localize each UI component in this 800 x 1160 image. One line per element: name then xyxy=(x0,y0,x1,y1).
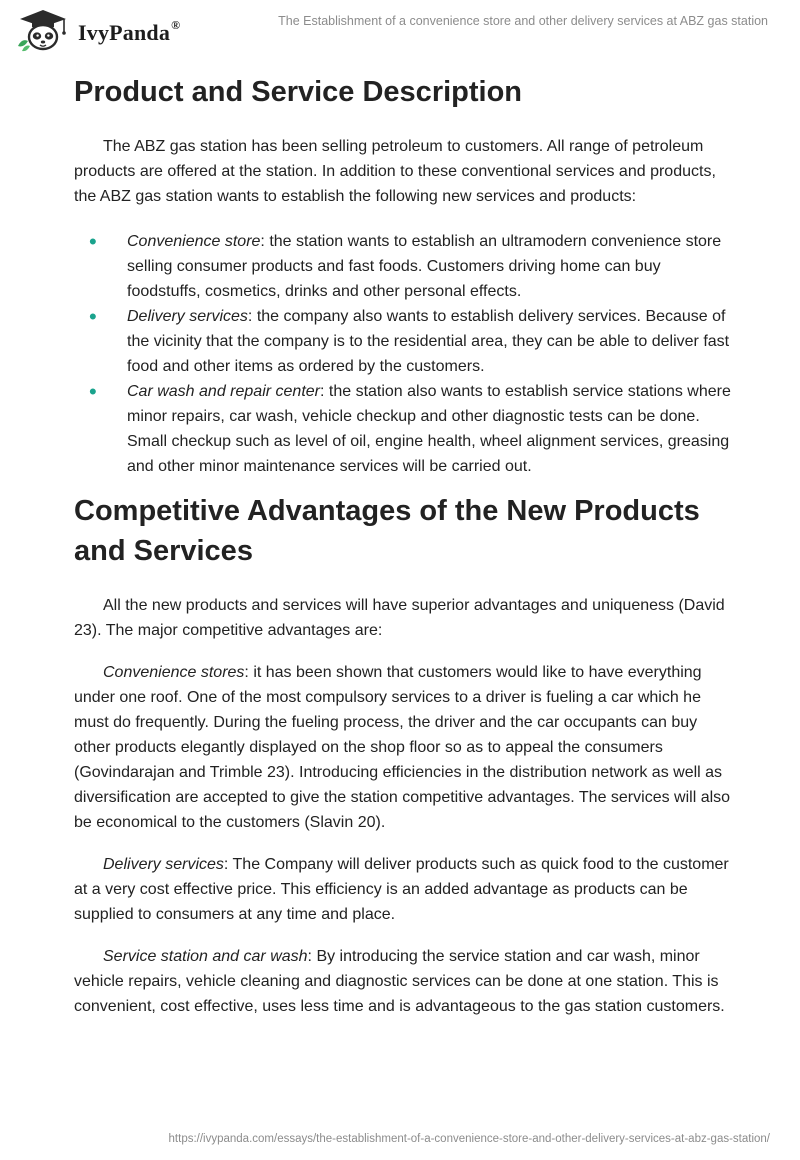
advantages-intro-paragraph: All the new products and services will have superior advantages and uniqueness (David 23). The major competitive advantages are: xyxy=(74,597,725,639)
bullet-dot-icon: • xyxy=(89,229,97,254)
page-header xyxy=(0,0,800,60)
bullet-dot-icon: • xyxy=(89,379,97,404)
ivypanda-logo[interactable] xyxy=(14,8,214,52)
list-item xyxy=(89,379,734,479)
essay-content xyxy=(74,72,734,1019)
paragraph-text: : The Company will deliver products such as quick food to the customer at a very cost effective price. This efficiency is an added advantage as products can be supplied to consumers at any time and place. xyxy=(74,856,729,923)
document-title: The Establishment of a convenience store and other delivery services at ABZ gas station xyxy=(278,14,768,28)
advantage-paragraph-service-station xyxy=(74,944,734,1019)
paragraph-text: : By introducing the service station and car wash, minor vehicle repairs, vehicle cleaning and diagnostic services can be done at one station. This is convenient, cost effective, uses less time and is advantageous to the gas station customers. xyxy=(74,948,725,1015)
product-intro-paragraph: The ABZ gas station has been selling petroleum to customers. All range of petroleum products are offered at the station. In addition to these conventional services and products, the ABZ gas station wants to establish the following new services and products: xyxy=(74,138,716,205)
section-heading-advantages: Competitive Advantages of the New Products and Services xyxy=(74,495,700,567)
paragraph-text: : it has been shown that customers would like to have everything under one roof. One of the most compulsory services to a driver is fueling a car which he must do frequently. During the fueling process, the driver and the car occupants can buy other products elegantly displayed on the shop floor so as to appeal the consumers (Govindarajan and Trimble 23). Introducing efficiencies in the distribution network as well as diversification are accepted to give the station competitive advantages. The services will also be economical to the customers (Slavin 20). xyxy=(74,664,731,831)
list-item-term: Car wash and repair center xyxy=(127,383,320,400)
list-item xyxy=(89,304,734,379)
advantage-paragraph-delivery-services xyxy=(74,852,734,927)
source-url-link[interactable]: https://ivypanda.com/essays/the-establishment-of-a-convenience-store-and-other-delivery-services-at-abz-gas-station/ xyxy=(168,1133,770,1145)
list-item xyxy=(89,229,734,304)
list-item-term: Delivery services xyxy=(127,308,248,325)
logo-wordmark: IvyPanda® xyxy=(78,18,181,45)
section-heading-product: Product and Service Description xyxy=(74,76,523,108)
new-services-list xyxy=(74,229,734,479)
advantage-paragraph-convenience-stores xyxy=(74,660,734,835)
bullet-dot-icon: • xyxy=(89,304,97,329)
panda-graduate-icon xyxy=(14,8,72,52)
list-item-text: : the company also wants to establish delivery services. Because of the vicinity that the company is to the residential area, they can be able to deliver fast food and other items as ordered by the customers. xyxy=(127,308,730,375)
list-item-text: : the station wants to establish an ultramodern convenience store selling consumer products and fast foods. Customers driving home can buy foodstuffs, cosmetics, drinks and other personal effects. xyxy=(127,233,722,300)
paragraph-term: Delivery services xyxy=(103,856,224,873)
paragraph-term: Service station and car wash xyxy=(103,948,308,965)
paragraph-term: Convenience stores xyxy=(103,664,245,681)
list-item-text: : the station also wants to establish service stations where minor repairs, car wash, vehicle checkup and other diagnostic tests can be done. Small checkup such as level of oil, engine health, wheel alignment services, greasing and other minor maintenance services will be carried out. xyxy=(127,383,731,475)
list-item-term: Convenience store xyxy=(127,233,261,250)
